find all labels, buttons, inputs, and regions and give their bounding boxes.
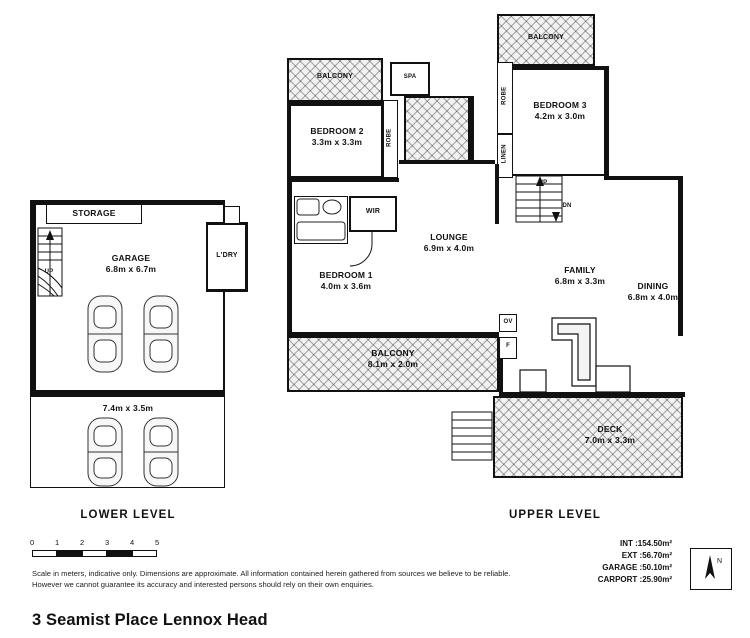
bedroom3-dim: 4.2m x 3.0m xyxy=(534,110,586,121)
carport-dim: 7.4m x 3.5m xyxy=(102,403,154,413)
balcony-top-left-label: BALCONY xyxy=(316,73,353,80)
area-ext: EXT :56.70m² xyxy=(621,551,672,561)
family-name: FAMILY xyxy=(564,265,596,275)
dining-dim: 6.8m x 4.0m xyxy=(627,291,679,302)
scale-tick-1: 1 xyxy=(55,538,60,547)
area-summary xyxy=(598,538,672,587)
area-carport: CARPORT :25.90m² xyxy=(597,575,672,585)
robe-bedroom2-label: ROBE xyxy=(386,128,393,147)
garage-dim: 6.8m x 6.7m xyxy=(105,263,157,274)
scale-tick-3: 3 xyxy=(105,538,110,547)
lounge-name: LOUNGE xyxy=(430,232,468,242)
spa-label: SPA xyxy=(403,74,417,80)
area-garage: GARAGE :50.10m² xyxy=(602,563,672,573)
dn-label: DN xyxy=(562,203,572,209)
bedroom2-dim: 3.3m x 3.3m xyxy=(311,136,363,147)
robe-bedroom3-label: ROBE xyxy=(501,86,508,105)
balcony-main-dim: 8.1m x 2.0m xyxy=(367,358,419,369)
deck-name: DECK xyxy=(597,424,623,434)
lower-up-label: UP xyxy=(44,269,54,275)
bedroom2-name: BEDROOM 2 xyxy=(310,126,364,136)
bedroom1-dim: 4.0m x 3.6m xyxy=(320,280,372,291)
north-arrow-icon xyxy=(690,548,732,590)
wir-label: WIR xyxy=(365,208,381,215)
svg-text:N: N xyxy=(717,558,723,565)
deck-dim: 7.0m x 3.3m xyxy=(584,434,636,445)
scale-tick-0: 0 xyxy=(30,538,35,547)
disclaimer-text: Scale in meters, indicative only. Dimensions are approximate. All information contained herein gathered from sources we believe to be reliable. However we cannot guarantee its accuracy and interested persons should rely on their own enquiries. xyxy=(32,569,511,589)
area-int: INT :154.50m² xyxy=(619,539,672,548)
scale-tick-4: 4 xyxy=(130,538,135,547)
page-title: 3 Seamist Place Lennox Head xyxy=(32,611,268,629)
balcony-main-name: BALCONY xyxy=(371,348,415,358)
scale-tick-5: 5 xyxy=(155,538,160,547)
bedroom3-name: BEDROOM 3 xyxy=(533,100,587,110)
lounge-dim: 6.9m x 4.0m xyxy=(423,242,475,253)
scale-tick-2: 2 xyxy=(80,538,85,547)
up-label: UP xyxy=(538,180,548,186)
linen-label: LINEN xyxy=(501,144,508,164)
fridge-label: F xyxy=(506,343,510,349)
garage-name: GARAGE xyxy=(111,253,151,263)
balcony-top-right-label: BALCONY xyxy=(527,34,564,41)
family-dim: 6.8m x 3.3m xyxy=(554,275,606,286)
upper-level-title: UPPER LEVEL xyxy=(509,509,601,521)
lower-level-title: LOWER LEVEL xyxy=(80,509,176,521)
laundry-label: L'DRY xyxy=(216,252,238,259)
storage-label: STORAGE xyxy=(72,208,116,218)
bedroom1-name: BEDROOM 1 xyxy=(319,270,373,280)
oven-label: OV xyxy=(503,319,513,325)
dining-name: DINING xyxy=(637,281,669,291)
